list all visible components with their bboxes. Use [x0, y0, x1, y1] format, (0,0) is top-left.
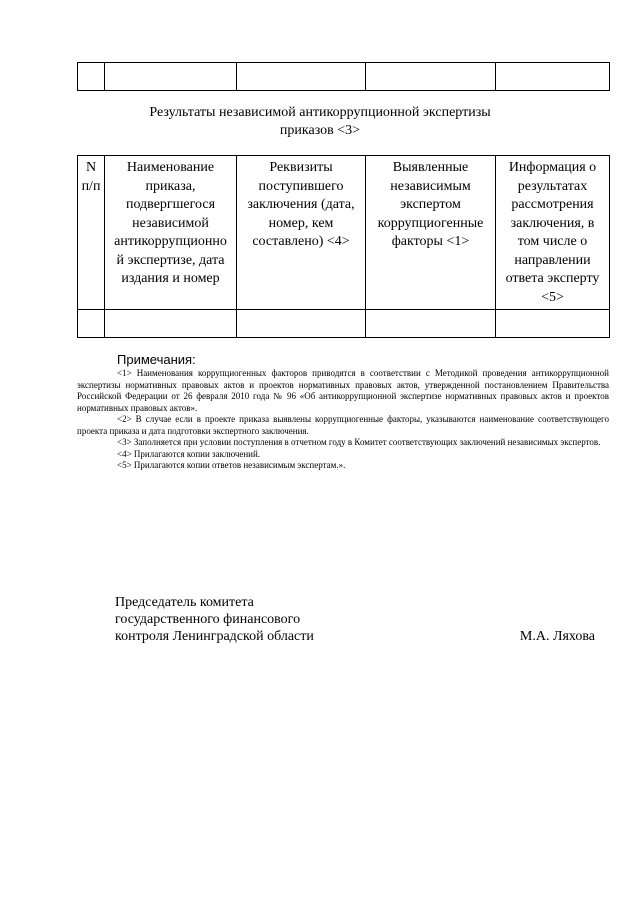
- note-item: <4> Прилагаются копии заключений.: [117, 448, 261, 459]
- header-conclusion-details: Реквизиты поступившего заключения (дата, номер, кем составлено) <4>: [237, 156, 366, 310]
- top-table: [77, 62, 610, 91]
- table-row: [78, 310, 610, 338]
- section-title-line-1: Результаты независимой антикоррупционной экспертизы: [149, 105, 491, 120]
- table-header-row: [78, 156, 610, 310]
- signature-block: [115, 594, 595, 645]
- table-row: [78, 63, 610, 91]
- table-cell: [496, 310, 610, 338]
- notes-heading: Примечания:: [117, 352, 196, 367]
- note-item: <1> Наименования коррупциогенных факторов приводятся в соответствии с Методикой проведения антикоррупционной экспертизы нормативных правовых актов и проектов нормативных правовых актов, утвержденной постановлением Правительства Российской Федерации от 26 февраля 2010 года № 96 «Об антикоррупционной экспертизе нормативных правовых актов и проектов нормативных правовых актов».: [77, 368, 609, 413]
- table-cell: [366, 63, 496, 91]
- note-item: <5> Прилагаются копии ответов независимым экспертам.».: [117, 460, 346, 470]
- table-cell: [496, 63, 610, 91]
- signatory-title-line-3: контроля Ленинградской области: [115, 629, 314, 644]
- results-table: [77, 155, 610, 338]
- note-item: <3> Заполняется при условии поступления в отчетном году в Комитет соответствующих заключений независимых экспертов.: [117, 437, 601, 447]
- table-cell: [237, 310, 366, 338]
- section-title-line-2: приказов <3>: [279, 123, 361, 138]
- table-cell: [78, 310, 105, 338]
- signatory-title-line-2: государственного финансового: [115, 612, 301, 627]
- header-factors: Выявленные независимым экспертом коррупциогенные факторы <1>: [366, 156, 496, 310]
- header-order-name: Наименование приказа, подвергшегося независимой антикоррупционно й экспертизе, дата издания и номер: [105, 156, 237, 310]
- table-cell: [366, 310, 496, 338]
- table-cell: [105, 310, 237, 338]
- notes-section: [77, 351, 609, 472]
- signatory-title-line-1: Председатель комитета: [115, 595, 254, 610]
- signatory-name: М.А. Ляхова: [519, 629, 595, 644]
- note-item: <2> В случае если в проекте приказа выявлены коррупциогенные факторы, указываются наименование соответствующего проекта приказа и дата подготовки экспертного заключения.: [77, 414, 609, 436]
- table-cell: [78, 63, 105, 91]
- section-title: [0, 104, 640, 140]
- table-cell: [105, 63, 237, 91]
- header-number: N п/п: [78, 156, 105, 310]
- header-review-info: Информация о результатах рассмотрения заключения, в том числе о направлении ответа эксперту <5>: [496, 156, 610, 310]
- table-cell: [237, 63, 366, 91]
